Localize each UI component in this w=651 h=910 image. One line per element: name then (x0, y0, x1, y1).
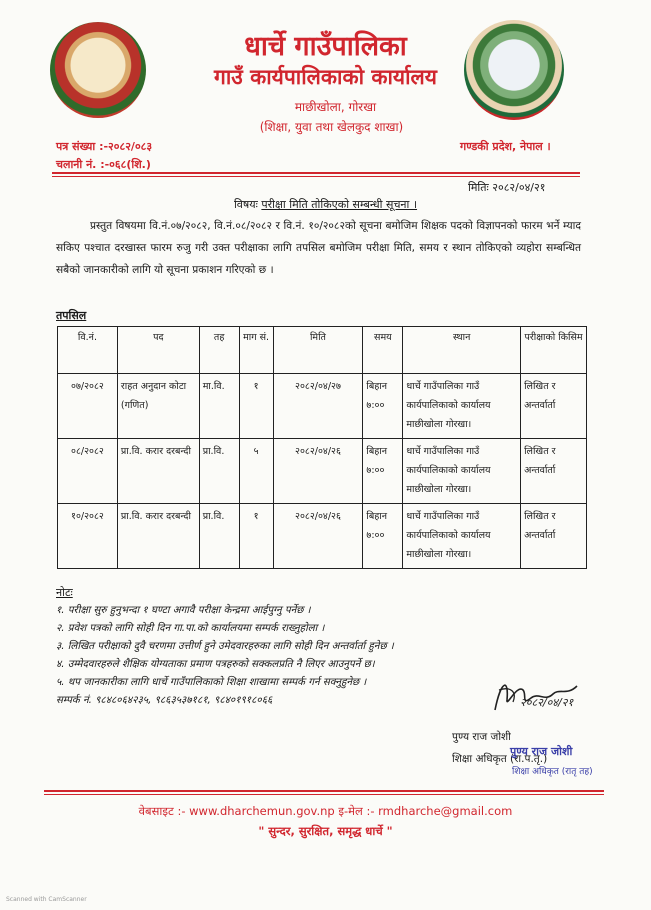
note-item: ५. थप जानकारीका लागि धार्चे गाउँपालिकाको शिक्षा शाखामा सम्पर्क गर्न सक्नुहुनेछ । (56, 677, 367, 688)
office-location: माछीखोला, गोरखा (294, 100, 377, 114)
office-name: गाउँ कार्यपालिकाको कार्यालय (214, 64, 437, 89)
cell-number: १०/२०८२ (58, 504, 118, 569)
section-name: (शिक्षा, युवा तथा खेलकुद शाखा) (259, 120, 404, 134)
cell-exam-type: लिखित र अन्तर्वार्ता (521, 504, 587, 569)
subject-line (0, 197, 651, 212)
province-label: गण्डकी प्रदेश, नेपाल । (460, 140, 551, 153)
cell-demand: १ (239, 504, 273, 569)
col-header: तह (199, 327, 239, 374)
note-item: ४. उम्मेदवारहरुले शैक्षिक योग्यताका प्रमाण पत्रहरुको सक्कलप्रति नै लिएर आउनुपर्ने छ। (56, 659, 375, 670)
footer-rule (44, 790, 604, 792)
cell-number: ०८/२०८२ (58, 439, 118, 504)
cell-demand: १ (239, 374, 273, 439)
table-row (58, 439, 587, 504)
scanner-watermark: Scanned with CamScanner (6, 896, 87, 903)
cell-exam-type: लिखित र अन्तर्वार्ता (521, 439, 587, 504)
note-item: ३. लिखित परीक्षाको दुवै चरणमा उत्तीर्ण हुने उमेदवारहरुका लागि सोही दिन अन्तर्वार्ता हुनेछ । (56, 641, 394, 652)
contact-numbers: सम्पर्क नं. ९८४८०६४२३५, ९८६३५३७१८१, ९८४०१९१८०६६ (56, 695, 273, 706)
cell-time: बिहान ७:०० (363, 439, 403, 504)
col-header: वि.नं. (58, 327, 118, 374)
stamp-name: पुण्य राज जोशी (510, 745, 573, 758)
col-header: पद (117, 327, 199, 374)
subject-text: परीक्षा मिति तोकिएको सम्बन्धी सूचना । (261, 198, 418, 211)
cell-exam-type: लिखित र अन्तर्वार्ता (521, 374, 587, 439)
col-header: स्थान (403, 327, 521, 374)
signer-title: शिक्षा अधिकृत (रा.प.तृ.) (452, 753, 548, 765)
footer-slogan: " सुन्दर, सुरक्षित, समृद्ध धार्चे " (258, 824, 393, 838)
header-rule (52, 172, 580, 174)
cell-level: मा.वि. (199, 374, 239, 439)
signature-date: २०८२/०४/२१ (520, 696, 574, 709)
note-item: १. परीक्षा सुरु हुनुभन्दा १ घण्टा अगावै परीक्षा केन्द्रमा आईपुग्नु पर्नेछ । (56, 605, 311, 616)
cell-post: प्रा.वि. करार दरबन्दी (117, 439, 199, 504)
cell-level: प्रा.वि. (199, 504, 239, 569)
cell-venue: धार्चे गाउँपालिका गाउँ कार्यपालिकाको कार्यालय माछीखोला गोरखा। (403, 439, 521, 504)
dispatch-number: चलानी नं. :-०६८(शि.) (56, 158, 151, 171)
table-row (58, 374, 587, 439)
municipality-name: धार्चे गाउँपालिका (244, 31, 407, 62)
footer-contact: वेबसाइट :- www.dharchemun.gov.np इ-मेल :- rmdharche@gmail.com (138, 804, 513, 818)
notes-title: नोटः (56, 586, 73, 599)
notice-date: मितिः २०८२/०४/२१ (468, 181, 546, 194)
col-header: समय (363, 327, 403, 374)
cell-post: राहत अनुदान कोटा (गणित) (117, 374, 199, 439)
header-rule-thin (52, 176, 580, 177)
schedule-title: तपसिल (56, 309, 87, 322)
note-item: २. प्रवेश पत्रको लागि सोही दिन गा.पा.को कार्यालयमा सम्पर्क राख्नुहोला । (56, 623, 325, 634)
letter-number: पत्र संख्या :-२०८२/०८३ (56, 140, 153, 153)
cell-date: २०८२/०४/२६ (273, 504, 363, 569)
cell-number: ०७/२०८२ (58, 374, 118, 439)
exam-schedule-table (57, 326, 587, 569)
cell-time: बिहान ७:०० (363, 374, 403, 439)
col-header: परीक्षाको किसिम (521, 327, 587, 374)
cell-level: प्रा.वि. (199, 439, 239, 504)
table-row (58, 504, 587, 569)
table-header-row (58, 327, 587, 374)
cell-post: प्रा.वि. करार दरबन्दी (117, 504, 199, 569)
notice-body: प्रस्तुत विषयमा वि.नं.०७/२०८२, वि.नं.०८/२०८२ र वि.नं. १०/२०८२को सूचना बमोजिम शिक्षक पदको विज्ञापनको फारम भर्ने म्याद सकिए पश्चात दरखास्त फारम रुजु गरी उक्त परीक्षाका लागि तपसिल बमोजिम परीक्षा मिति, समय र स्थान तोकिएको व्यहोरा सम्बन्धित सबैको जानकारीको लागि यो सूचना प्रकाशन गरिएको छ । (56, 220, 581, 276)
cell-date: २०८२/०४/२६ (273, 439, 363, 504)
stamp-title: शिक्षा अधिकृत (रातृ तह) (512, 767, 593, 777)
col-header: माग सं. (239, 327, 273, 374)
cell-venue: धार्चे गाउँपालिका गाउँ कार्यपालिकाको कार्यालय माछीखोला गोरखा। (403, 504, 521, 569)
col-header: मिति (273, 327, 363, 374)
subject-prefix: विषयः (233, 198, 258, 211)
footer-rule-thin (44, 794, 604, 795)
cell-venue: धार्चे गाउँपालिका गाउँ कार्यपालिकाको कार्यालय माछीखोला गोरखा। (403, 374, 521, 439)
cell-time: बिहान ७:०० (363, 504, 403, 569)
cell-date: २०८२/०४/२७ (273, 374, 363, 439)
cell-demand: ५ (239, 439, 273, 504)
signer-name: पुण्य राज जोशी (452, 731, 511, 743)
